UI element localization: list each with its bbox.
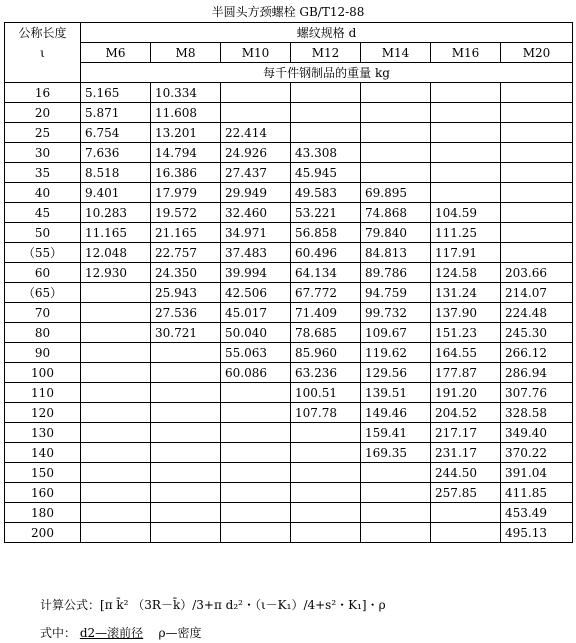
- table-row: [5, 263, 573, 283]
- table-row: [5, 103, 573, 123]
- weight-cell: 111.25: [431, 223, 501, 243]
- weight-cell: [151, 503, 221, 523]
- weight-cell: [501, 183, 573, 203]
- weight-cell: [81, 323, 151, 343]
- length-cell: 25: [5, 123, 81, 143]
- weight-cell: [151, 443, 221, 463]
- weight-cell: [361, 523, 431, 543]
- weight-cell: [431, 163, 501, 183]
- weight-cell: 257.85: [431, 483, 501, 503]
- weight-cell: [361, 503, 431, 523]
- table-row: [5, 183, 573, 203]
- weight-cell: 224.48: [501, 303, 573, 323]
- weight-cell: [501, 243, 573, 263]
- length-cell: （65）: [5, 283, 81, 303]
- weight-cell: 49.583: [291, 183, 361, 203]
- weight-cell: 11.165: [81, 223, 151, 243]
- weight-cell: 60.086: [221, 363, 291, 383]
- legend-label: 式中：: [40, 626, 77, 640]
- weight-cell: [221, 383, 291, 403]
- weight-cell: 30.721: [151, 323, 221, 343]
- weight-cell: 9.401: [81, 183, 151, 203]
- weight-cell: 169.35: [361, 443, 431, 463]
- weight-cell: 16.386: [151, 163, 221, 183]
- weight-cell: 151.23: [431, 323, 501, 343]
- weight-cell: 85.960: [291, 343, 361, 363]
- weight-cell: [501, 83, 573, 103]
- weight-cell: [151, 523, 221, 543]
- weight-cell: [151, 483, 221, 503]
- weight-cell: 22.414: [221, 123, 291, 143]
- weight-cell: 244.50: [431, 463, 501, 483]
- weight-cell: 14.794: [151, 143, 221, 163]
- weight-cell: 411.85: [501, 483, 573, 503]
- weight-cell: [501, 123, 573, 143]
- weight-cell: 27.536: [151, 303, 221, 323]
- weight-cell: 25.943: [151, 283, 221, 303]
- weight-cell: 107.78: [291, 403, 361, 423]
- weight-cell: [501, 143, 573, 163]
- bolt-weight-table: [4, 22, 573, 543]
- weight-cell: [81, 283, 151, 303]
- weight-cell: [221, 483, 291, 503]
- weight-cell: 27.437: [221, 163, 291, 183]
- length-header-symbol: ι: [40, 46, 45, 60]
- weight-cell: 89.786: [361, 263, 431, 283]
- weight-cell: [361, 103, 431, 123]
- length-cell: 120: [5, 403, 81, 423]
- length-cell: 160: [5, 483, 81, 503]
- table-row: [5, 303, 573, 323]
- length-cell: 80: [5, 323, 81, 343]
- length-cell: 40: [5, 183, 81, 203]
- length-cell: 150: [5, 463, 81, 483]
- length-cell: 70: [5, 303, 81, 323]
- weight-cell: [221, 103, 291, 123]
- weight-cell: 159.41: [361, 423, 431, 443]
- table-row: [5, 283, 573, 303]
- weight-cell: 56.858: [291, 223, 361, 243]
- weight-cell: [431, 123, 501, 143]
- weight-cell: 131.24: [431, 283, 501, 303]
- table-row: [5, 83, 573, 103]
- weight-cell: [291, 103, 361, 123]
- weight-cell: [81, 343, 151, 363]
- weight-cell: [221, 443, 291, 463]
- table-row: [5, 323, 573, 343]
- length-cell: 90: [5, 343, 81, 363]
- table-row: [5, 443, 573, 463]
- length-cell: 30: [5, 143, 81, 163]
- length-cell: 16: [5, 83, 81, 103]
- weight-cell: 204.52: [431, 403, 501, 423]
- weight-cell: [81, 523, 151, 543]
- weight-cell: 6.754: [81, 123, 151, 143]
- formula-label: 计算公式：: [40, 598, 101, 612]
- length-cell: 130: [5, 423, 81, 443]
- weight-cell: [501, 163, 573, 183]
- weight-cell: 307.76: [501, 383, 573, 403]
- weight-cell: 5.871: [81, 103, 151, 123]
- weight-cell: 12.048: [81, 243, 151, 263]
- length-cell: 20: [5, 103, 81, 123]
- weight-cell: 11.608: [151, 103, 221, 123]
- weight-cell: 22.757: [151, 243, 221, 263]
- weight-cell: [361, 483, 431, 503]
- weight-cell: 119.62: [361, 343, 431, 363]
- weight-cell: 231.17: [431, 443, 501, 463]
- table-row: [5, 343, 573, 363]
- weight-cell: 74.868: [361, 203, 431, 223]
- weight-cell: [151, 423, 221, 443]
- weight-cell: 39.994: [221, 263, 291, 283]
- legend-rho: ρ—密度: [158, 626, 202, 640]
- weight-cell: [501, 103, 573, 123]
- weight-cell: 24.926: [221, 143, 291, 163]
- table-row: [5, 143, 573, 163]
- weight-cell: [501, 223, 573, 243]
- weight-cell: [361, 123, 431, 143]
- weight-cell: [361, 463, 431, 483]
- weight-cell: 203.66: [501, 263, 573, 283]
- weight-cell: 37.483: [221, 243, 291, 263]
- weight-cell: 328.58: [501, 403, 573, 423]
- weight-cell: [361, 83, 431, 103]
- weight-cell: [151, 463, 221, 483]
- weight-cell: 21.165: [151, 223, 221, 243]
- weight-unit-header: 每千件钢制品的重量 kg: [81, 63, 573, 83]
- weight-cell: [151, 383, 221, 403]
- weight-cell: 349.40: [501, 423, 573, 443]
- weight-cell: 55.063: [221, 343, 291, 363]
- table-row: [5, 483, 573, 503]
- weight-cell: 453.49: [501, 503, 573, 523]
- weight-cell: 45.017: [221, 303, 291, 323]
- weight-cell: [151, 343, 221, 363]
- size-header: M12: [291, 43, 361, 63]
- legend-line: [40, 625, 202, 641]
- weight-cell: 177.87: [431, 363, 501, 383]
- weight-cell: 69.895: [361, 183, 431, 203]
- weight-cell: [221, 523, 291, 543]
- weight-cell: 10.334: [151, 83, 221, 103]
- weight-cell: 137.90: [431, 303, 501, 323]
- weight-cell: [221, 463, 291, 483]
- weight-cell: 45.945: [291, 163, 361, 183]
- weight-cell: [291, 83, 361, 103]
- weight-cell: [81, 503, 151, 523]
- weight-cell: 124.58: [431, 263, 501, 283]
- weight-cell: [431, 503, 501, 523]
- table-row: [5, 463, 573, 483]
- weight-cell: [81, 463, 151, 483]
- length-cell: 60: [5, 263, 81, 283]
- weight-cell: 67.772: [291, 283, 361, 303]
- size-header: M10: [221, 43, 291, 63]
- weight-cell: [291, 423, 361, 443]
- weight-cell: [81, 363, 151, 383]
- weight-cell: [431, 523, 501, 543]
- weight-cell: 100.51: [291, 383, 361, 403]
- weight-cell: [81, 483, 151, 503]
- weight-cell: [81, 383, 151, 403]
- weight-cell: [151, 403, 221, 423]
- weight-cell: 139.51: [361, 383, 431, 403]
- header-row-thread: [5, 23, 573, 43]
- weight-cell: [291, 483, 361, 503]
- weight-cell: 34.971: [221, 223, 291, 243]
- weight-cell: [431, 83, 501, 103]
- weight-cell: [291, 523, 361, 543]
- weight-cell: 42.506: [221, 283, 291, 303]
- table-row: [5, 123, 573, 143]
- length-cell: 50: [5, 223, 81, 243]
- weight-cell: [431, 183, 501, 203]
- weight-cell: 53.221: [291, 203, 361, 223]
- weight-cell: 286.94: [501, 363, 573, 383]
- legend-d2: d2—滚前径: [79, 626, 144, 640]
- length-cell: 110: [5, 383, 81, 403]
- weight-cell: 391.04: [501, 463, 573, 483]
- length-cell: 100: [5, 363, 81, 383]
- length-header: [5, 23, 81, 83]
- weight-cell: 29.949: [221, 183, 291, 203]
- weight-cell: [81, 403, 151, 423]
- weight-cell: 84.813: [361, 243, 431, 263]
- table-row: [5, 523, 573, 543]
- header-row-weight: [5, 63, 573, 83]
- weight-cell: 19.572: [151, 203, 221, 223]
- weight-cell: [431, 103, 501, 123]
- weight-cell: [431, 143, 501, 163]
- weight-cell: 13.201: [151, 123, 221, 143]
- weight-cell: 12.930: [81, 263, 151, 283]
- weight-cell: 50.040: [221, 323, 291, 343]
- weight-cell: [291, 443, 361, 463]
- weight-cell: 63.236: [291, 363, 361, 383]
- weight-cell: 64.134: [291, 263, 361, 283]
- weight-cell: [151, 363, 221, 383]
- size-header: M16: [431, 43, 501, 63]
- table-row: [5, 363, 573, 383]
- weight-cell: [361, 163, 431, 183]
- size-header: M8: [151, 43, 221, 63]
- formula-line: [40, 597, 386, 613]
- weight-cell: 24.350: [151, 263, 221, 283]
- table-title: 半圆头方颈螺栓 GB/T12-88: [211, 5, 365, 19]
- length-cell: 35: [5, 163, 81, 183]
- weight-cell: 164.55: [431, 343, 501, 363]
- weight-cell: [81, 423, 151, 443]
- table-row: [5, 243, 573, 263]
- weight-cell: 94.759: [361, 283, 431, 303]
- weight-cell: 117.91: [431, 243, 501, 263]
- weight-cell: 17.979: [151, 183, 221, 203]
- weight-cell: 217.17: [431, 423, 501, 443]
- weight-cell: [221, 83, 291, 103]
- weight-cell: 191.20: [431, 383, 501, 403]
- weight-cell: 99.732: [361, 303, 431, 323]
- weight-cell: [501, 203, 573, 223]
- table-row: [5, 423, 573, 443]
- weight-cell: 71.409: [291, 303, 361, 323]
- weight-cell: 60.496: [291, 243, 361, 263]
- size-header: M20: [501, 43, 573, 63]
- weight-cell: 32.460: [221, 203, 291, 223]
- weight-cell: 78.685: [291, 323, 361, 343]
- weight-cell: 7.636: [81, 143, 151, 163]
- length-cell: （55）: [5, 243, 81, 263]
- length-header-label: 公称长度: [18, 26, 67, 40]
- weight-cell: 104.59: [431, 203, 501, 223]
- table-row: [5, 163, 573, 183]
- weight-cell: [221, 403, 291, 423]
- table-row: [5, 203, 573, 223]
- weight-cell: 79.840: [361, 223, 431, 243]
- table-row: [5, 383, 573, 403]
- weight-cell: 43.308: [291, 143, 361, 163]
- weight-cell: [291, 463, 361, 483]
- formula-expression: [π k̄² （3R－k̄）/3+π d₂²・（ι－K₁）/4+s²・K₁]・ρ: [100, 598, 386, 612]
- table-row: [5, 223, 573, 243]
- weight-cell: 245.30: [501, 323, 573, 343]
- weight-cell: 129.56: [361, 363, 431, 383]
- weight-cell: 10.283: [81, 203, 151, 223]
- length-cell: 200: [5, 523, 81, 543]
- thread-spec-header: 螺纹规格 d: [81, 23, 573, 43]
- weight-cell: 149.46: [361, 403, 431, 423]
- table-row: [5, 503, 573, 523]
- weight-cell: 370.22: [501, 443, 573, 463]
- table-row: [5, 403, 573, 423]
- length-cell: 180: [5, 503, 81, 523]
- weight-cell: 109.67: [361, 323, 431, 343]
- weight-cell: [291, 123, 361, 143]
- weight-cell: 214.07: [501, 283, 573, 303]
- weight-cell: 495.13: [501, 523, 573, 543]
- length-cell: 45: [5, 203, 81, 223]
- weight-cell: [221, 423, 291, 443]
- weight-cell: 5.165: [81, 83, 151, 103]
- header-row-sizes: [5, 43, 573, 63]
- weight-cell: [81, 303, 151, 323]
- weight-cell: [291, 503, 361, 523]
- size-header: M14: [361, 43, 431, 63]
- weight-cell: [81, 443, 151, 463]
- table-body: [5, 23, 573, 543]
- weight-cell: 8.518: [81, 163, 151, 183]
- size-header: M6: [81, 43, 151, 63]
- weight-cell: [221, 503, 291, 523]
- length-cell: 140: [5, 443, 81, 463]
- weight-cell: 266.12: [501, 343, 573, 363]
- weight-cell: [361, 143, 431, 163]
